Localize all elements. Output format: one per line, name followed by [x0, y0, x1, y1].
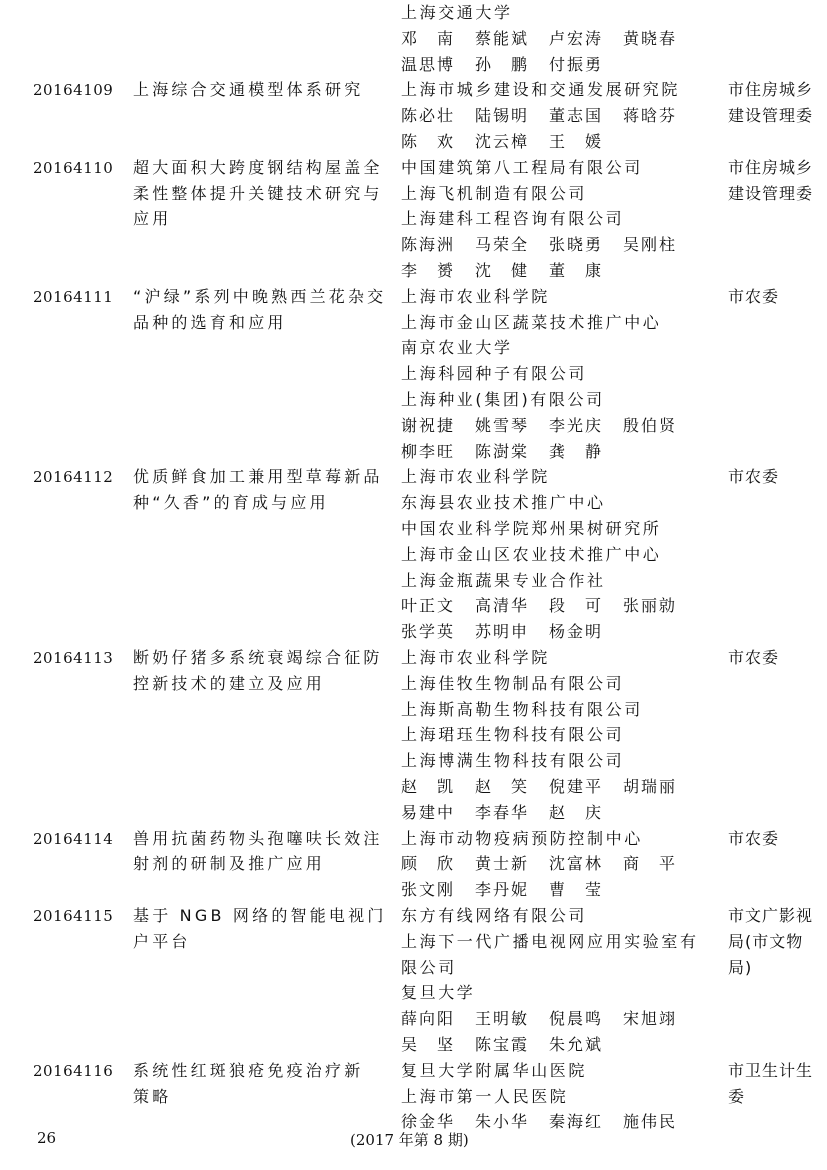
completers-line — [401, 413, 697, 439]
organization: 上海市第一人民医院 — [401, 1086, 569, 1106]
project-title-line: 户平台 — [133, 931, 191, 951]
award-id: 20164115 — [33, 907, 114, 925]
department: 市住房城乡 — [728, 80, 814, 100]
award-id: 20164109 — [33, 81, 114, 100]
completer-name: 谢祝捷 — [401, 415, 456, 435]
organization: 上海市农业科学院 — [401, 286, 550, 306]
completer-name: 董志国 — [549, 106, 604, 126]
department: 建设管理委 — [728, 183, 814, 203]
completer-name: 张丽勍 — [623, 596, 678, 616]
completer-name: 卢宏涛 — [549, 28, 604, 48]
organization: 上海珺珏生物科技有限公司 — [401, 725, 625, 745]
department: 委 — [728, 1086, 746, 1106]
completer-name: 徐金华 — [401, 1112, 456, 1132]
award-id: 20164110 — [33, 158, 114, 177]
completer-name: 陈澍棠 — [475, 441, 530, 461]
completer-name: 商 平 — [623, 854, 678, 874]
completers-line — [401, 619, 623, 645]
department: 市文广影视 — [728, 906, 814, 925]
completer-name: 杨金明 — [549, 622, 604, 642]
completer-name: 李丹妮 — [475, 880, 530, 900]
project-title-line: 上海综合交通模型体系研究 — [133, 80, 364, 100]
completer-name: 李春华 — [475, 802, 530, 822]
completer-name: 施伟民 — [623, 1112, 678, 1132]
organization: 南京农业大学 — [401, 338, 513, 358]
completer-name: 王 媛 — [549, 132, 604, 151]
department: 市卫生计生 — [728, 1060, 814, 1080]
project-title-line: 应用 — [133, 209, 172, 229]
award-id: 20164111 — [33, 287, 114, 306]
completer-name: 蔡能斌 — [475, 28, 530, 48]
completers-line — [401, 26, 697, 52]
completer-name: 赵 凯 — [401, 777, 456, 796]
award-id: 20164114 — [33, 829, 114, 848]
project-title-line: 基于 NGB 网络的智能电视门 — [133, 906, 387, 925]
completer-name: 柳李旺 — [401, 441, 456, 461]
completer-name: 张晓勇 — [549, 235, 604, 255]
completer-name: 吴 坚 — [401, 1035, 456, 1054]
project-title-line: 超大面积大跨度钢结构屋盖全 — [133, 157, 383, 177]
completers-line — [401, 800, 623, 826]
organization: 上海博满生物科技有限公司 — [401, 751, 625, 771]
award-id: 20164112 — [33, 468, 114, 487]
organization: 上海交通大学 — [401, 3, 513, 22]
organization: 上海市金山区蔬菜技术推广中心 — [401, 312, 662, 332]
completer-name: 陆锡明 — [475, 106, 530, 126]
completer-name: 邓 南 — [401, 28, 456, 48]
completers-line — [401, 103, 697, 129]
completer-name: 陈 欢 — [401, 132, 456, 151]
completer-name: 赵 笑 — [475, 777, 530, 796]
completer-name: 李光庆 — [549, 415, 604, 435]
organization: 上海斯高勒生物科技有限公司 — [401, 699, 643, 719]
completer-name: 马荣全 — [475, 235, 530, 255]
completer-name: 叶正文 — [401, 596, 456, 616]
department: 市住房城乡 — [728, 157, 814, 177]
completer-name: 殷伯贤 — [623, 415, 678, 435]
completer-name: 黄士新 — [475, 854, 530, 874]
completer-name: 顾 欣 — [401, 854, 456, 874]
completer-name: 蒋晗芬 — [623, 106, 678, 126]
department: 建设管理委 — [728, 106, 814, 126]
completers-line — [401, 52, 623, 78]
completer-name: 张文刚 — [401, 880, 456, 900]
completer-name: 孙 鹏 — [475, 54, 530, 74]
completer-name: 胡瑞丽 — [623, 777, 678, 796]
organization: 复旦大学附属华山医院 — [401, 1060, 588, 1080]
completer-name: 赵 庆 — [549, 802, 604, 822]
organization: 中国农业科学院郑州果树研究所 — [401, 519, 662, 538]
project-title-line: 策略 — [133, 1086, 172, 1106]
department: 局(市文物 — [728, 931, 804, 951]
organization: 上海佳牧生物制品有限公司 — [401, 673, 625, 693]
organization: 复旦大学 — [401, 983, 476, 1003]
organization: 限公司 — [401, 957, 457, 977]
completer-name: 温思博 — [401, 54, 456, 74]
completer-name: 易建中 — [401, 802, 456, 822]
project-title-line: 优质鲜食加工兼用型草莓新品 — [133, 467, 383, 487]
completer-name: 倪晨鸣 — [549, 1009, 604, 1029]
organization: 上海建科工程咨询有限公司 — [401, 209, 625, 229]
project-title-line: 系统性红斑狼疮免疫治疗新 — [133, 1060, 364, 1080]
department: 市农委 — [728, 828, 780, 848]
completers-line — [401, 593, 697, 619]
completers-line — [401, 258, 623, 284]
organization: 中国建筑第八工程局有限公司 — [401, 157, 643, 177]
department: 市农委 — [728, 286, 780, 306]
organization: 上海市农业科学院 — [401, 648, 550, 667]
completer-name: 高清华 — [475, 596, 530, 616]
completer-name: 宋旭翊 — [623, 1009, 678, 1029]
completer-name: 曹 莹 — [549, 880, 604, 900]
completers-line — [401, 1006, 697, 1032]
completer-name: 薛向阳 — [401, 1009, 456, 1029]
project-title-line: 控新技术的建立及应用 — [133, 673, 326, 693]
completer-name: 段 可 — [549, 596, 604, 616]
completer-name: 倪建平 — [549, 777, 604, 796]
project-title-line: 种“久香”的育成与应用 — [133, 493, 329, 513]
completer-name: 苏明申 — [475, 622, 530, 642]
completer-name: 王明敏 — [475, 1009, 530, 1029]
completer-name: 秦海红 — [549, 1112, 604, 1132]
completer-name: 龚 静 — [549, 441, 604, 461]
project-title-line: 射剂的研制及推广应用 — [133, 854, 326, 874]
organization: 东海县农业技术推广中心 — [401, 493, 606, 513]
completer-name: 陈宝霞 — [475, 1035, 530, 1054]
completer-name: 付振勇 — [549, 54, 604, 74]
organization: 上海市农业科学院 — [401, 467, 550, 487]
organization: 东方有线网络有限公司 — [401, 906, 588, 925]
page-number: 26 — [37, 1129, 57, 1147]
project-title-line: 断奶仔猪多系统衰竭综合征防 — [133, 648, 383, 667]
completer-name: 吴刚柱 — [623, 235, 678, 255]
department: 市农委 — [728, 648, 780, 667]
organization: 上海金瓶蔬果专业合作社 — [401, 570, 606, 590]
organization: 上海市城乡建设和交通发展研究院 — [401, 80, 681, 100]
completers-line — [401, 774, 697, 800]
completer-name: 张学英 — [401, 622, 456, 642]
organization: 上海市金山区农业技术推广中心 — [401, 544, 662, 564]
organization: 上海下一代广播电视网应用实验室有 — [401, 931, 699, 951]
department: 局) — [728, 957, 753, 977]
department: 市农委 — [728, 467, 780, 487]
project-title-line: 柔性整体提升关键技术研究与 — [133, 183, 383, 203]
completer-name: 姚雪琴 — [475, 415, 530, 435]
organization: 上海科园种子有限公司 — [401, 364, 588, 384]
completer-name: 陈必壮 — [401, 106, 456, 126]
completer-name: 陈海洲 — [401, 235, 456, 255]
completer-name: 沈 健 — [475, 261, 530, 280]
completer-name: 沈富林 — [549, 854, 604, 874]
completer-name: 朱允斌 — [549, 1035, 604, 1054]
completer-name: 沈云樟 — [475, 132, 530, 151]
completer-name: 李 赟 — [401, 261, 456, 280]
award-id: 20164113 — [33, 649, 114, 667]
completers-line — [401, 439, 623, 465]
completers-line — [401, 1032, 623, 1058]
issue-label: (2017 年第 8 期) — [350, 1131, 469, 1149]
completers-line — [401, 232, 697, 258]
award-id: 20164116 — [33, 1061, 114, 1080]
organization: 上海种业(集团)有限公司 — [401, 390, 605, 409]
completer-name: 黄晓春 — [623, 28, 678, 48]
project-title-line: 兽用抗菌药物头孢噻呋长效注 — [133, 828, 383, 848]
organization: 上海飞机制造有限公司 — [401, 183, 588, 203]
completer-name: 朱小华 — [475, 1112, 530, 1132]
completers-line — [401, 129, 623, 155]
completers-line — [401, 851, 697, 877]
completer-name: 董 康 — [549, 261, 604, 280]
project-title-line: 品种的选育和应用 — [133, 312, 287, 332]
completers-line — [401, 877, 623, 903]
organization: 上海市动物疫病预防控制中心 — [401, 828, 643, 848]
project-title-line: “沪绿”系列中晚熟西兰花杂交 — [133, 286, 387, 306]
